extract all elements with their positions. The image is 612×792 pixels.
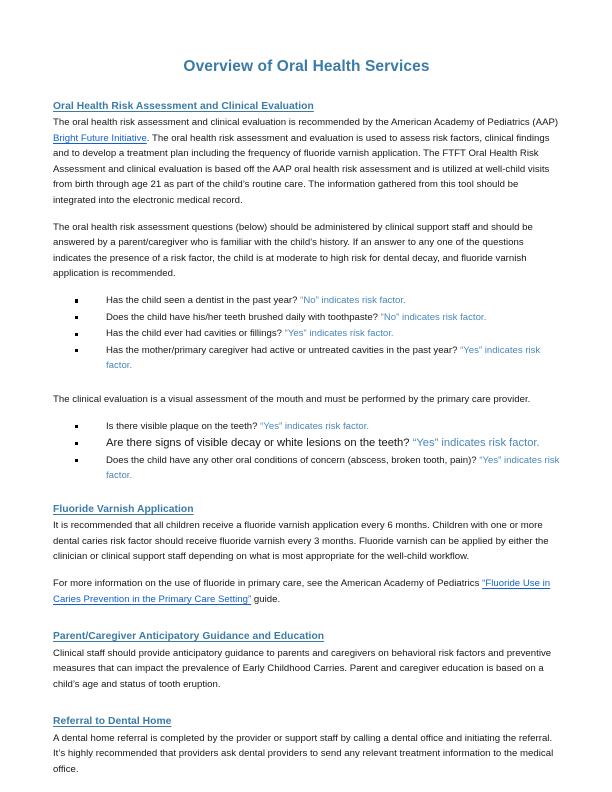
section-parent-caregiver-guidance (53, 629, 560, 692)
list-item (53, 293, 560, 309)
spacer (53, 703, 560, 714)
risk-answer-note: “Yes” indicates risk factor. (106, 344, 541, 372)
list-item (53, 343, 560, 374)
paragraph-fluoride-more-information (53, 576, 560, 607)
risk-answer-note: “No” indicates risk factor. (300, 294, 406, 306)
risk-question-text: Has the child ever had cavities or fillings? (106, 328, 285, 340)
paragraph-clinical-evaluation-intro: The clinical evaluation is a visual assessment of the mouth and must be performed by the primary care provider. (53, 393, 531, 405)
section-heading-referral-to-dental-home: Referral to Dental Home (53, 716, 172, 728)
spacer (53, 485, 560, 502)
list-item (53, 453, 560, 484)
list-item (53, 310, 560, 326)
paragraph-referral-to-dental-home: A dental home referral is completed by the provider or support staff by calling a dental office and initiating the referral. It’s highly recommended that providers ask dental providers to send any relevant treatment information to the medical office. (53, 732, 554, 776)
paragraph-fluoride-varnish-schedule: It is recommended that all children receive a fluoride varnish application every 6 months. Children with one or more dental caries risk factor should receive fluoride varnish every 3 months. Fluoride varnish can be applied by either the clinician or clinical support staff depending on what is most appropriate for the well-child workflow. (53, 520, 549, 563)
paragraph-parent-caregiver-guidance: Clinical staff should provide anticipatory guidance to parents and caregivers on behavioral risk factors and preventive measures that can impact the prevalence of Early Childhood Carries. Parent and caregiver education is based on a child’s age and status of tooth eruption. (53, 647, 552, 690)
clinical-answer-note: “Yes” indicates risk factor. (412, 437, 540, 450)
paragraph-risk-assessment-administration: The oral health risk assessment questions (below) should be administered by clinical support staff and should be answered by a parent/caregiver who is familiar with the child’s history. If an answer to any one of the questions indicates the presence of a risk factor, the child is at moderate to high risk for dental decay, and fluoride varnish application is recommended. (53, 221, 533, 280)
risk-question-text: Has the child seen a dentist in the past year? (106, 294, 301, 306)
clinical-answer-note: “Yes” indicates risk factor. (260, 420, 370, 432)
list-item (53, 435, 560, 452)
risk-answer-note: “No” indicates risk factor. (380, 311, 487, 323)
clinical-question-text: Is there visible plaque on the teeth? (106, 420, 261, 432)
section-heading-oral-health-risk-assessment: Oral Health Risk Assessment and Clinical Evaluation (53, 100, 314, 112)
clinical-question-list (53, 419, 560, 484)
section-fluoride-varnish-application (53, 502, 560, 607)
paragraph-text-part-2: . The oral health risk assessment and evaluation is used to assess risk factors, clinical findings and to develop a treatment plan including the frequency of fluoride varnish application. The FTFT Oral Health Risk Assessment and clinical evaluation is based off the AAP oral health risk assessment and is utilized at well-child visits from birth through age 21 as part of the child’s routine care. The information gathered from this tool should be integrated into the electronic medical record. (53, 132, 550, 206)
section-heading-parent-caregiver-guidance: Parent/Caregiver Anticipatory Guidance and Education (53, 631, 325, 643)
risk-question-text: Does the child have his/her teeth brushed daily with toothpaste? (106, 311, 381, 323)
paragraph-text-part-1: For more information on the use of fluoride in primary care, see the American Academy of Pediatrics (53, 578, 483, 590)
paragraph-text-part-2: guide. (251, 593, 281, 605)
risk-question-text: Has the mother/primary caregiver had active or untreated cavities in the past year? (106, 344, 461, 356)
spacer (53, 375, 560, 392)
paragraph-text-part-1: The oral health risk assessment and clinical evaluation is recommended by the American Academy of Pediatrics (AAP) (53, 117, 559, 129)
list-item (53, 419, 560, 435)
section-referral-to-dental-home (53, 714, 560, 777)
spacer (53, 618, 560, 629)
list-item (53, 326, 560, 342)
clinical-answer-note: “Yes” indicates risk factor. (106, 454, 560, 482)
section-heading-fluoride-varnish-application: Fluoride Varnish Application (53, 503, 194, 515)
page-title: Overview of Oral Health Services (183, 58, 430, 75)
clinical-question-text: Does the child have any other oral conditions of concern (abscess, broken tooth, pain)? (106, 454, 480, 466)
risk-answer-note: “Yes” indicates risk factor. (284, 328, 394, 340)
link-bright-future-initiative[interactable]: Bright Future Initiative (53, 132, 147, 144)
paragraph-risk-assessment-intro (53, 115, 560, 209)
risk-question-list (53, 293, 560, 374)
clinical-question-text: Are there signs of visible decay or white lesions on the teeth? (106, 437, 413, 450)
link-fluoride-use-in-caries-prevention[interactable]: “Fluoride Use in Caries Prevention in the Primary Care Setting” (53, 578, 551, 605)
section-oral-health-risk-assessment (53, 99, 560, 484)
